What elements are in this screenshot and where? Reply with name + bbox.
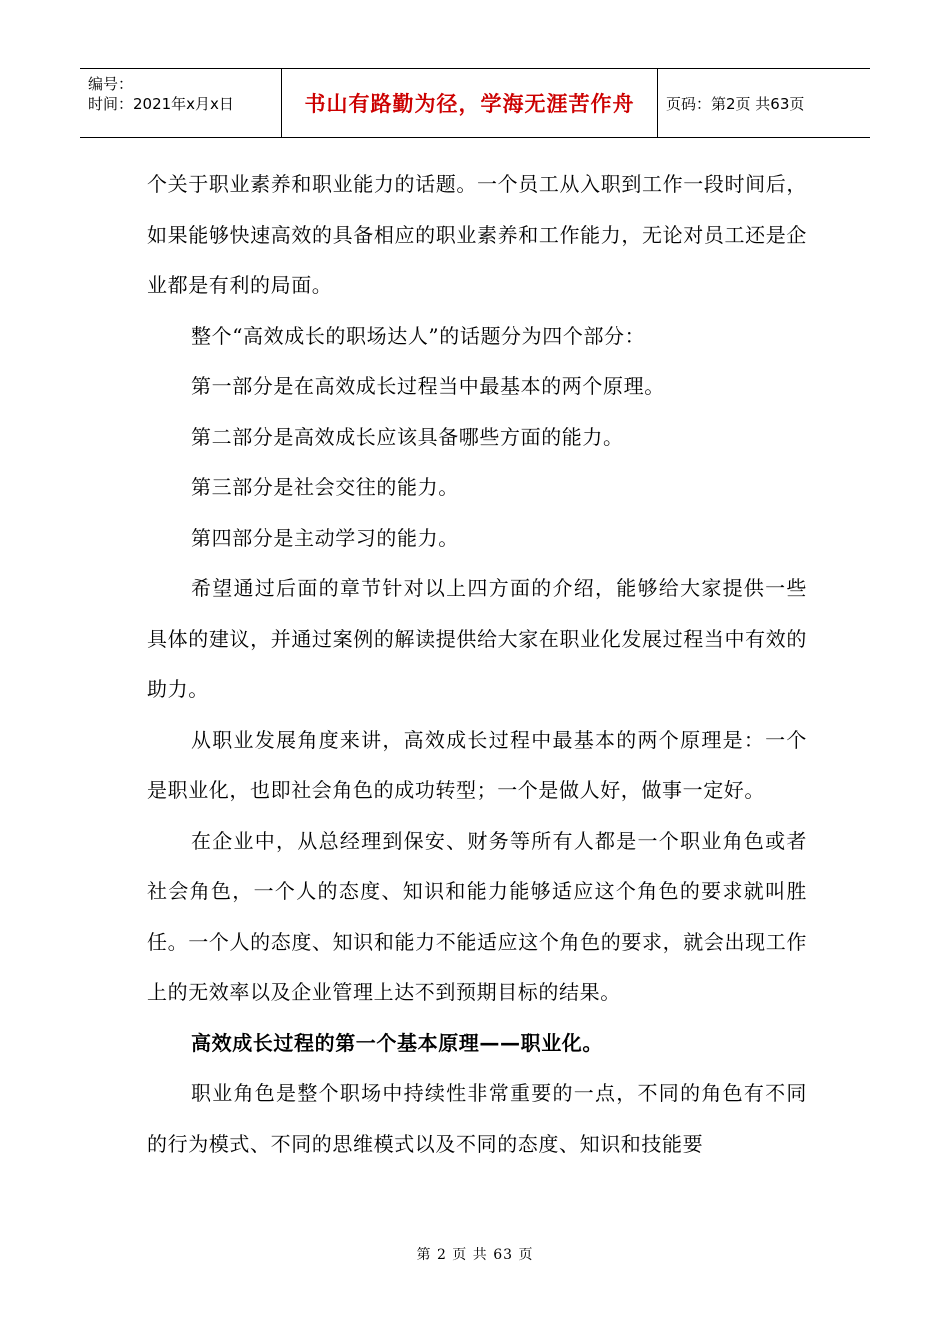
body-paragraph: 从职业发展角度来讲，高效成长过程中最基本的两个原理是：一个是职业化，也即社会角色的成功转型；一个是做人好，做事一定好。 (147, 727, 807, 802)
body-paragraph: 职业角色是整个职场中持续性非常重要的一点，不同的角色有不同的行为模式、不同的思维模式以及不同的态度、知识和技能要 (147, 1081, 807, 1156)
header-page-number: 页码：第2页 共63页 (666, 94, 805, 113)
page-footer: 第 2 页 共 63 页 (416, 1247, 534, 1263)
page-header (80, 68, 870, 138)
body-paragraph: 第一部分是在高效成长过程当中最基本的两个原理。 (191, 374, 665, 398)
header-page-cell (658, 69, 870, 137)
header-motto: 书山有路勤为径，学海无涯苦作舟 (304, 92, 635, 116)
document-number-label: 编号： (88, 75, 134, 93)
body-paragraph: 在企业中，从总经理到保安、财务等所有人都是一个职业角色或者社会角色，一个人的态度、知识和能力能够适应这个角色的要求就叫胜任。一个人的态度、知识和能力不能适应这个角色的要求，就会出现工作上的无效率以及企业管理上达不到预期目标的结果。 (147, 828, 807, 1004)
body-paragraph: 第二部分是高效成长应该具备哪些方面的能力。 (191, 424, 624, 449)
section-heading: 高效成长过程的第一个基本原理——职业化。 (191, 1030, 603, 1055)
document-body (147, 159, 807, 1169)
body-paragraph: 第四部分是主动学习的能力。 (191, 525, 459, 550)
header-motto-cell (282, 69, 658, 137)
document-date-label: 时间：2021年x月x日 (88, 95, 234, 113)
body-paragraph: 第三部分是社会交往的能力。 (191, 475, 459, 499)
header-meta-cell (80, 69, 282, 137)
body-paragraph: 整个“高效成长的职场达人”的话题分为四个部分： (191, 323, 646, 348)
body-paragraph: 个关于职业素养和职业能力的话题。一个员工从入职到工作一段时间后，如果能够快速高效的具备相应的职业素养和工作能力，无论对员工还是企业都是有利的局面。 (147, 172, 807, 297)
body-paragraph: 希望通过后面的章节针对以上四方面的介绍，能够给大家提供一些具体的建议，并通过案例的解读提供给大家在职业化发展过程当中有效的助力。 (147, 576, 807, 701)
